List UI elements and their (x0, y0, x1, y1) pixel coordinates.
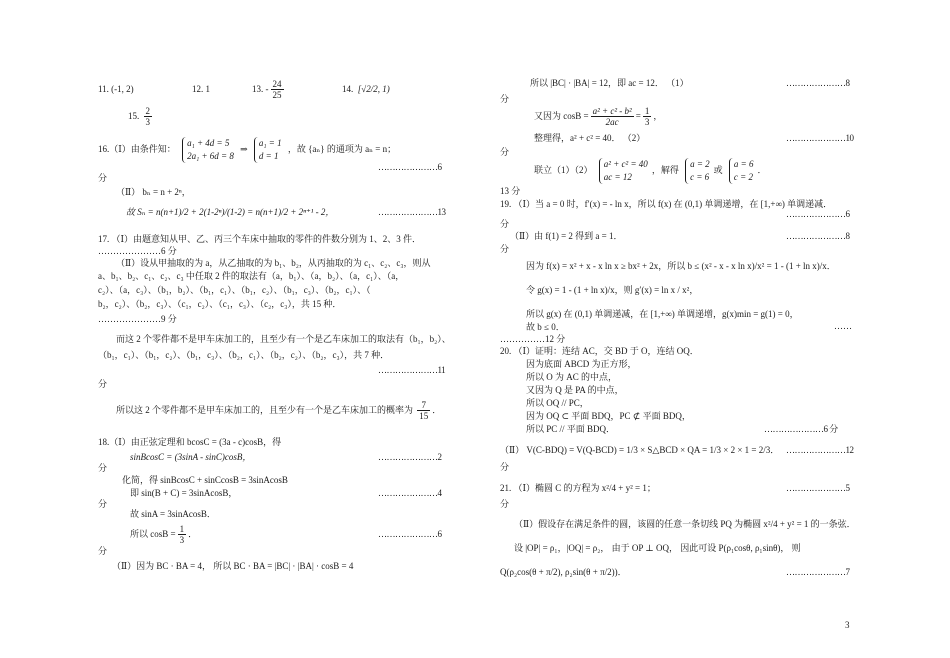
answer-14: 14. [√2/2, 1) (342, 84, 390, 94)
q16-part2: （Ⅱ） bₙ = n + 2ⁿ， (116, 187, 191, 197)
score-unit: 分 (500, 94, 510, 104)
q18-line: 18.（Ⅰ）由正弦定理和 bcosC = (3a - c)cosB，得 (98, 437, 282, 447)
score-marker: 13 分 (500, 186, 521, 196)
q20-line: 因为底面 ABCD 为正方形， (526, 359, 637, 369)
q18-cont: 整理得，a² + c² = 40． （2） (534, 133, 646, 143)
q17-score: …………………6 分 (98, 246, 177, 256)
q20-line: 所以 PC // 平面 BDQ． (526, 424, 616, 434)
q18-line: 所以 cosB = $\frac{1}{3}$ ． (130, 524, 198, 546)
score-marker: …………………11 (378, 365, 446, 375)
answer-12: 12. 1 (192, 84, 210, 94)
q17-conclusion: 所以这 2 个零件都不是甲车床加工的，且至少有一个是乙车床加工的概率为 $\frac{7}{15}$ ． (116, 400, 442, 422)
score-marker: …………………13 (378, 207, 446, 217)
score-unit: 分 (500, 462, 510, 472)
score-marker: ……………12 分 (500, 334, 566, 344)
q17-line: 17. （Ⅰ）由题意知从甲、乙、丙三个车床中抽取的零件的件数分别为 1、2、3 件． (98, 234, 422, 244)
q17-line: （b₁，c₁）、（b₁，c₂）、（b₁，c₃）、（b₂，c₁）、（b₂，c₂）、（b₂，c₃），共 7 种． (98, 350, 390, 360)
page-number: 3 (845, 620, 850, 630)
q19-line: 因为 f(x) = x² + x - x ln x ≥ bx² + 2x，所以 b ≤ (x² - x - x ln x)/x² = 1 - (1 + ln x)/x． (526, 261, 836, 271)
score-unit: 分 (500, 219, 510, 229)
q17-line: a、b₁、b₂、c₁、c₂、c₃ 中任取 2 件的取法有（a，b₁）、（a，b₂）、（a，c₁）、（a， (98, 271, 405, 281)
score-marker: …………………6 (378, 162, 442, 172)
q21-line: （Ⅱ）假设存在满足条件的圆，该圆的任意一条切线 PQ 为椭圆 x²/4 + y² = 1 的一条弦． (514, 519, 856, 529)
answer-11: 11. (-1, 2) (98, 84, 134, 94)
q18-cos-formula: 又因为 cosB = $\frac{\text{a² + c² - b²}}{2ac}$ = $\frac{1}{3}$ ， (534, 106, 663, 128)
q18-line: sinBcosC = (3sinA - sinC)cosB， (130, 452, 252, 462)
answer-13: 13. - $\frac{24}{25}$ (252, 79, 282, 101)
q20-line: 因为 OQ ⊂ 平面 BDQ，PC ⊄ 平面 BDQ， (526, 411, 691, 421)
score-marker: …………………7 (786, 567, 850, 577)
q19-line: 故 b ≤ 0． (526, 322, 565, 332)
q18-line: 故 sinA = 3sinAcosB． (130, 509, 216, 519)
score-marker: …………………8 (786, 78, 850, 88)
q18-line: 化简，得 sinBcosC + sinCcosB = 3sinAcosB (122, 475, 288, 485)
q21-line: 21. （Ⅰ）椭圆 C 的方程为 x²/4 + y² = 1； (500, 483, 656, 493)
q16-part1: 16.（Ⅰ）由条件知： a₁ + 4d = 5 2a₁ + 6d = 8 ⇒ a₁ = 1 d = 1 ，故 {aₙ} 的通项为 aₙ = n； (98, 138, 397, 161)
q18-line: 即 sin(B + C) = 3sinAcosB， (130, 488, 238, 498)
score-unit: 分 (500, 244, 510, 254)
score-unit: 分 (500, 147, 510, 157)
q20-line: 又因为 Q 是 PA 的中点， (526, 385, 624, 395)
score-marker: …………………12 (786, 445, 854, 455)
q18-part2: （Ⅱ）因为 BC · BA = 4， 所以 BC · BA = |BC| · |BA| · cosB = 4 (112, 561, 354, 571)
score-marker: …………………4 (378, 488, 442, 498)
score-marker: …………………5 (786, 483, 850, 493)
q20-line: 所以 O 为 AC 的中点， (526, 372, 618, 382)
score-unit: 分 (98, 463, 108, 473)
fraction: $\frac{24}{25}$ (272, 79, 282, 101)
score-unit: 分 (98, 173, 108, 183)
score-marker: …………………6 (786, 209, 850, 219)
q19-line: 所以 g(x) 在 (0,1) 单调递减，在 [1,+∞) 单调递增，g(x)min = g(1) = 0， (526, 309, 799, 319)
q17-line: c₂）、（a，c₃）、（b₁，b₂）、（b₁，c₁）、（b₁，c₂）、（b₁，c₃）、（b₂，c₁）、（ (98, 285, 371, 295)
score-unit: 分 (98, 499, 108, 509)
q18-system: 联立（1）（2） a² + c² = 40 ac = 12，解得 a = 2 c = 6或 a = 6 c = 2． (534, 159, 767, 182)
q20-line: 20. （Ⅰ）证明：连结 AC，交 BD 于 O，连结 OQ． (500, 346, 699, 356)
score-marker: …………………10 (786, 133, 854, 143)
q19-line: 令 g(x) = 1 - (1 + ln x)/x，则 g′(x) = ln x / x²， (526, 285, 699, 295)
score-marker: …………………6 (378, 529, 442, 539)
score-unit: 分 (500, 499, 510, 509)
score-marker: …………………6 分 (764, 424, 838, 434)
q17-line: （Ⅱ）设从甲抽取的为 a，从乙抽取的为 b₁、b₂，从丙抽取的为 c₁、c₂、c₃，则从 (116, 258, 431, 268)
q16-sum-formula: 故 Sₙ = n(n+1)/2 + 2(1-2ⁿ)/(1-2) = n(n+1)/2 + 2ⁿ⁺¹ - 2， (126, 207, 335, 217)
q20-part2: （Ⅱ） V(C-BDQ) = V(Q-BCD) = 1/3 × S△BCD × QA = 1/3 × 2 × 1 = 2/3． (500, 445, 780, 455)
q17-line: 而这 2 个零件都不是甲车床加工的，且至少有一个是乙车床加工的取法有（b₁，b₂）、 (116, 334, 451, 344)
q18-cont: 所以 |BC| · |BA| = 12，即 ac = 12． （1） (530, 78, 689, 88)
q20-line: 所以 OQ // PC， (526, 398, 589, 408)
q19-line: （Ⅱ）由 f(1) = 2 得到 a = 1． (510, 231, 623, 241)
score-marker: …………………8 (786, 231, 850, 241)
q17-score: …………………9 分 (98, 314, 177, 324)
score-unit: 分 (98, 379, 108, 389)
score-marker: …… (834, 321, 852, 331)
score-marker: …………………2 (378, 452, 442, 462)
q21-line: 设 |OP| = ρ₁，|OQ| = ρ₂， 由于 OP ⊥ OQ， 因此可设 P(ρ₁cosθ, ρ₁sinθ)， 则 (514, 543, 801, 553)
q21-line: Q(ρ₂cos(θ + π/2), ρ₂sin(θ + π/2))． (500, 567, 627, 577)
answer-15: 15. $\frac{2}{3}$ (128, 106, 150, 128)
score-unit: 分 (98, 546, 108, 556)
q17-line: b₂，c₂）、（b₂，c₃）、（c₁，c₂）、（c₁，c₃）、（c₂，c₃），共 15 种． (98, 299, 342, 309)
q19-line: 19. （Ⅰ）当 a = 0 时，f′(x) = - ln x，所以 f(x) 在 (0,1) 单调递增，在 [1,+∞) 单调递减． (500, 199, 833, 209)
